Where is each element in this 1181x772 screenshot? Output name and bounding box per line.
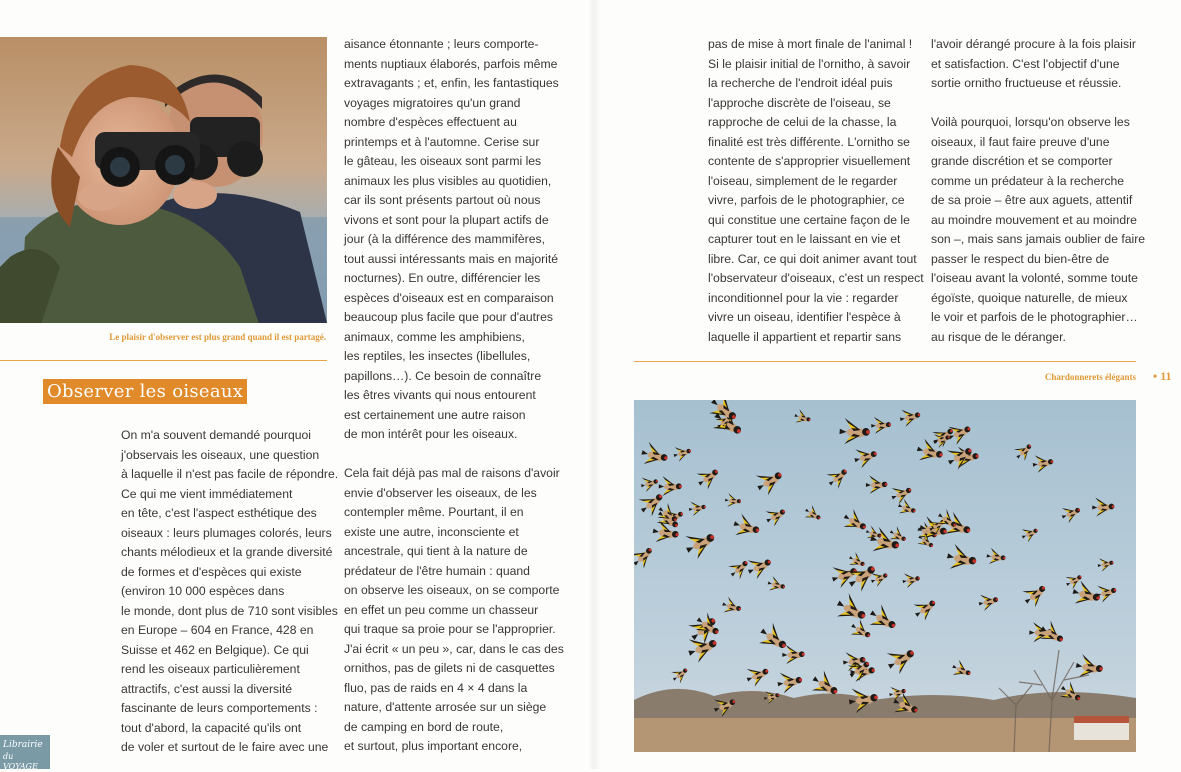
birdwatchers-photo: [0, 37, 327, 323]
text-line: Cela fait déjà pas mal de raisons d'avoir: [344, 466, 560, 480]
librairie-du-voyage-logo: [0, 735, 50, 769]
text-line: espèces d'oiseaux est en comparaison: [344, 290, 554, 305]
text-line: en effet un peu comme un chasseur: [344, 602, 539, 617]
text-line: en tête, c'est l'aspect esthétique des: [121, 506, 317, 520]
text-line: et satisfaction. C'est l'objectif d'une: [931, 56, 1120, 71]
text-line: l'approche discrète de l'oiseau, se: [708, 95, 891, 110]
text-line: extravagants ; et, enfin, les fantastiques: [344, 76, 559, 90]
paragraph: [344, 35, 564, 445]
text-line: On m'a souvent demandé pourquoi: [121, 428, 312, 442]
text-line: pas de mise à mort finale de l'animal !: [708, 37, 913, 51]
text-line: papillons…). Ce besoin de connaître: [344, 368, 542, 383]
text-column-4: [931, 35, 1145, 347]
text-line: jour (à la différence des mammifères,: [344, 232, 545, 246]
text-line: j'observais les oiseaux, une question: [121, 447, 320, 462]
text-line: on observe les oiseaux, on se comporte: [344, 583, 560, 597]
text-line: J'ai écrit « un peu », car, dans le cas des: [344, 641, 564, 656]
text-line: ments nuptiaux élaborés, parfois même: [344, 56, 558, 71]
text-line: beaucoup plus facile que pour d'autres: [344, 310, 553, 324]
text-column-2: [344, 35, 564, 757]
text-line: animaux les plus visibles au quotidien,: [344, 173, 552, 188]
text-line: voyages migratoires qu'un grand: [344, 95, 521, 110]
text-line: est certainement une autre raison: [344, 407, 526, 422]
text-line: nombre d'espèces effectuent au: [344, 115, 517, 129]
text-line: égoïste, quoique naturelle, de mieux: [931, 290, 1128, 305]
text-line: fascinante de leurs comportements :: [121, 701, 318, 715]
text-line: Si le plaisir initial de l'ornitho, à savoir: [708, 56, 911, 71]
paragraph: [931, 113, 1145, 347]
text-line: aisance étonnante ; leurs comporte-: [344, 37, 539, 51]
text-line: attractifs, c'est aussi la diversité: [121, 681, 292, 696]
text-column-3: [708, 35, 924, 347]
logo-text: Librairie: [3, 740, 43, 750]
text-line: (environ 10 000 espèces dans: [121, 584, 285, 598]
text-line: nature, d'attente arrosée sur un siège: [344, 700, 547, 714]
text-line: au moindre mouvement et au moindre: [931, 212, 1137, 227]
page-gutter: [588, 0, 600, 769]
text-line: en Europe – 604 en France, 428 en: [121, 623, 314, 637]
text-line: qui traque sa proie pour se l'approprier.: [344, 622, 556, 636]
text-line: le monde, dont plus de 710 sont visibles: [121, 603, 338, 618]
text-line: contente de s'approprier visuellement: [708, 154, 911, 168]
text-line: tout aussi intéressants mais en majorité: [344, 251, 559, 266]
text-line: finalité est très différente. L'ornitho se: [708, 134, 910, 149]
paragraph: [344, 464, 564, 757]
text-line: à laquelle il n'est pas facile de répondre.: [121, 467, 339, 481]
text-line: passer le respect du bien-être de: [931, 251, 1110, 266]
text-line: le gâteau, les oiseaux sont parmi les: [344, 154, 542, 168]
text-line: laquelle il appartient et repartir sans: [708, 329, 902, 344]
text-line: existe une autre, inconsciente et: [344, 524, 519, 539]
photo-caption: Le plaisir d'observer est plus grand quand il est partagé.: [109, 332, 326, 342]
text-line: ancestrale, qui tient à la nature de: [344, 544, 528, 558]
text-line: oiseaux, il faut faire preuve d'une: [931, 134, 1110, 149]
text-line: vivre, parfois de le photographier, ce: [708, 193, 905, 207]
paragraph: [121, 426, 338, 758]
paragraph: [931, 35, 1145, 94]
text-line: la recherche de l'endroit idéal puis: [708, 76, 893, 90]
text-line: rapproche de celui de la chasse, la: [708, 115, 897, 129]
text-line: les reptiles, les insectes (libellules,: [344, 349, 531, 363]
text-line: vivre un oiseau, identifier l'espèce à: [708, 310, 901, 324]
text-line: contempler même. Pourtant, il en: [344, 505, 524, 519]
text-line: les êtres vivants qui nous entourent: [344, 388, 536, 402]
text-line: envie d'observer les oiseaux, de les: [344, 485, 537, 500]
paragraph: [708, 35, 924, 347]
text-line: prédateur de l'être humain : quand: [344, 563, 530, 578]
text-line: grande discrétion et se comporter: [931, 154, 1113, 168]
text-line: de formes et d'espèces qui existe: [121, 564, 302, 579]
text-line: Suisse et 462 en Belgique). Ce qui: [121, 642, 309, 657]
text-line: son –, mais sans jamais oublier de faire: [931, 232, 1146, 246]
text-line: printemps et à l'automne. Cerise sur: [344, 134, 540, 149]
text-line: nocturnes). En outre, différencier les: [344, 271, 541, 285]
text-line: rend les oiseaux particulièrement: [121, 662, 300, 676]
text-line: fluo, pas de raids en 4 × 4 dans la: [344, 680, 528, 695]
text-line: et surtout, plus important encore,: [344, 739, 523, 753]
text-line: l'oiseau, simplement de le regarder: [708, 173, 898, 188]
text-line: de voler et surtout de le faire avec une: [121, 740, 329, 754]
text-line: de camping en bord de route,: [344, 719, 504, 734]
text-line: Ce qui me vient immédiatement: [121, 486, 293, 501]
text-line: chants mélodieux et la grande diversité: [121, 545, 333, 559]
text-line: oiseaux : leurs plumages colorés, leurs: [121, 525, 332, 540]
text-line: tout d'abord, la capacité qu'ils ont: [121, 720, 302, 735]
text-line: sortie ornitho fructueuse et réussie.: [931, 76, 1122, 90]
text-line: au risque de le déranger.: [931, 329, 1066, 344]
text-line: car ils sont présents partout où nous: [344, 193, 541, 207]
text-line: de sa proie – être aux aguets, attentif: [931, 193, 1133, 207]
running-head: Chardonnerets élégants: [1044, 372, 1136, 382]
text-line: inconditionnel pour la vie : regarder: [708, 290, 899, 305]
text-line: l'observateur d'oiseaux, c'est un respect: [708, 271, 924, 285]
text-line: libre. Car, ce qui doit animer avant tout: [708, 251, 917, 266]
text-line: vivons et sont pour la plupart actifs de: [344, 212, 549, 227]
text-line: de mon intérêt pour les oiseaux.: [344, 427, 518, 441]
page-number: • 11: [1153, 369, 1172, 383]
text-line: Voilà pourquoi, lorsqu'on observe les: [931, 115, 1130, 129]
running-head-rule: [634, 361, 1136, 362]
text-line: l'oiseau avant la volonté, somme toute: [931, 271, 1138, 285]
section-heading: Observer les oiseaux: [43, 379, 247, 404]
goldfinch-flock-photo: [634, 400, 1136, 752]
text-line: capturer tout en le laissant en vie et: [708, 232, 901, 246]
text-column-1: [121, 426, 338, 758]
logo-text: du VOYAGE: [3, 752, 38, 771]
text-line: le voir et parfois de le photographier…: [931, 310, 1138, 324]
left-caption-rule: [0, 360, 327, 361]
text-line: l'avoir dérangé procure à la fois plaisir: [931, 37, 1136, 51]
text-line: comme un prédateur à la recherche: [931, 173, 1125, 188]
text-line: qui constitue une certaine façon de le: [708, 212, 910, 227]
text-line: animaux, comme les amphibiens,: [344, 329, 525, 344]
text-line: ornithos, pas de gilets ni de casquettes: [344, 661, 555, 675]
